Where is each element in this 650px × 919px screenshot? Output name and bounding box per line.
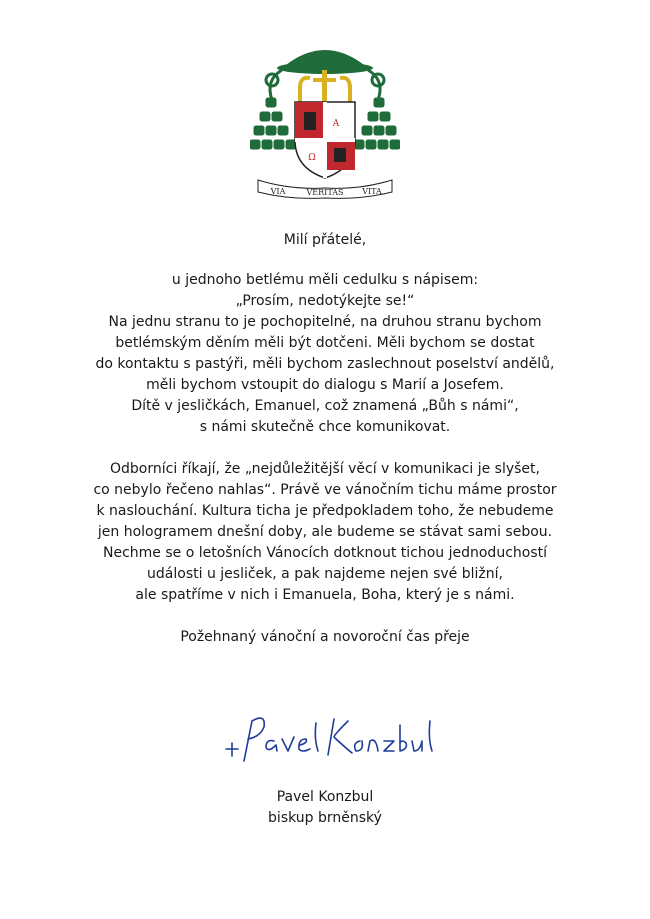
paragraph-line: do kontaktu s pastýři, měli bychom zaslechnout poselství andělů, (95, 356, 555, 372)
paragraph-line: u jednoho betlému měli cedulku s nápisem: (171, 272, 479, 288)
paragraph-line: s námi skutečně chce komunikovat. (199, 419, 451, 435)
motto-via: VIA (270, 187, 286, 196)
handwritten-signature (222, 703, 452, 773)
signer-title: biskup brněnský (268, 810, 382, 826)
letter-body (0, 230, 650, 648)
paragraph-2 (0, 459, 650, 606)
alpha-text: Α (332, 119, 340, 129)
episcopal-coat-of-arms (250, 40, 400, 200)
paragraph-line: betlémským děním měli být dotčeni. Měli bychom se dostat (115, 335, 535, 351)
paragraph-line: co nebylo řečeno nahlas“. Právě ve vánočním tichu máme prostor (93, 482, 557, 498)
paragraph-line: měli bychom vstoupit do dialogu s Marií a Josefem. (146, 377, 504, 393)
closing-line: Požehnaný vánoční a novoroční čas přeje (180, 629, 470, 645)
paragraph-1 (0, 270, 650, 438)
paragraph-line: Na jednu stranu to je pochopitelné, na druhou stranu bychom (108, 314, 542, 330)
paragraph-line: jen hologramem dnešní doby, ale budeme se stávat sami sebou. (97, 524, 553, 540)
motto-veritas: VERITAS (306, 188, 344, 197)
omega-text: Ω (308, 153, 316, 163)
paragraph-line: Nechme se o letošních Vánocích dotknout tichou jednoduchostí (102, 545, 547, 561)
paragraph-line: události u jesliček, a pak najdeme nejen své bližní, (147, 566, 503, 582)
paragraph-line: k naslouchání. Kultura ticha je předpokladem toho, že nebudeme (96, 503, 554, 519)
shield-icon (295, 102, 355, 178)
signer-name: Pavel Konzbul (276, 789, 374, 805)
tassels-left-icon (250, 70, 296, 149)
greeting: Milí přátelé, (283, 232, 367, 248)
paragraph-line: ale spatříme v nich i Emanuela, Boha, který je s námi. (135, 587, 515, 603)
paragraph-line: Odborníci říkají, že „nejdůležitější věcí v komunikaci je slyšet, (110, 461, 540, 477)
paragraph-line: „Prosím, nedotýkejte se!“ (235, 293, 415, 309)
tassels-right-icon (354, 70, 400, 149)
paragraph-line: Dítě v jesličkách, Emanuel, což znamená „Bůh s námi“, (131, 398, 519, 414)
motto-vita: VITA (362, 187, 382, 196)
signer-block (0, 787, 650, 829)
motto-ribbon (258, 180, 392, 198)
